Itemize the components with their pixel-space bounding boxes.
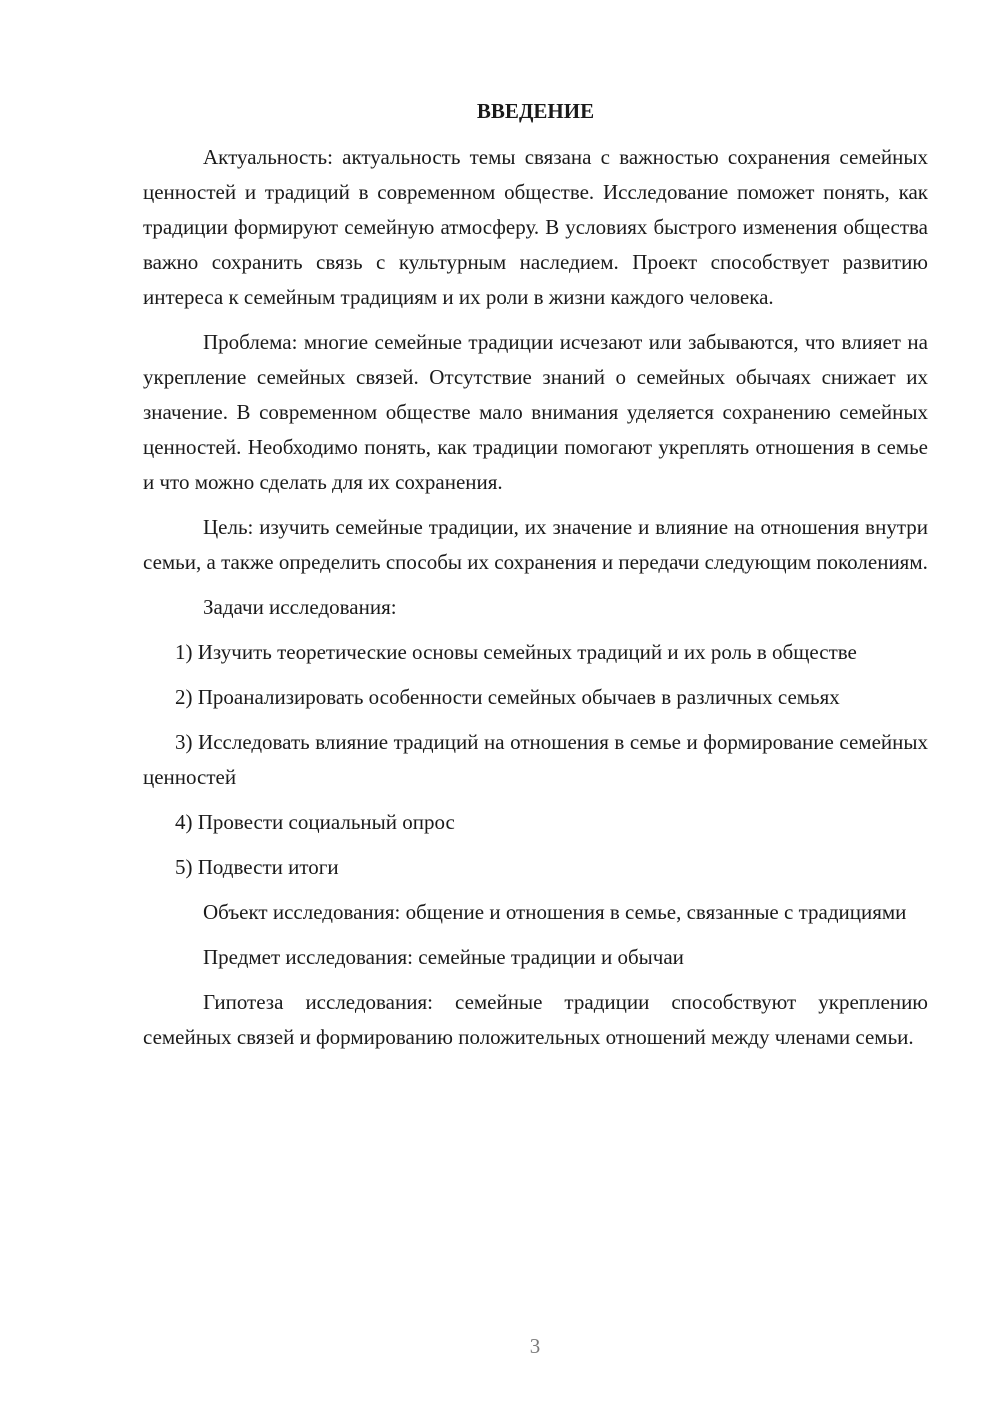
problem-paragraph: Проблема: многие семейные традиции исчезают или забываются, что влияет на укрепление семейных связей. Отсутствие знаний о семейных обычаях снижает их значение. В современном обществе мало внимания уделяется сохранению семейных ценностей. Необходимо понять, как традиции помогают укреплять отношения в семье и что можно сделать для их сохранения. xyxy=(143,330,928,494)
document-body xyxy=(143,96,928,1065)
page-title: ВВЕДЕНИЕ xyxy=(476,99,595,123)
relevance-paragraph: Актуальность: актуальность темы связана с важностью сохранения семейных ценностей и традиций в современном обществе. Исследование поможет понять, как традиции формируют семейную атмосферу. В условиях быстрого изменения общества важно сохранить связь с культурным наследием. Проект способствует развитию интереса к семейным традициям и их роли в жизни каждого человека. xyxy=(143,145,928,309)
task-item-5: 5) Подвести итоги xyxy=(175,855,339,879)
task-item-3: 3) Исследовать влияние традиций на отношения в семье и формирование семейных ценностей xyxy=(143,730,928,789)
task-item-1: 1) Изучить теоретические основы семейных традиций и их роль в обществе xyxy=(175,640,857,664)
tasks-heading: Задачи исследования: xyxy=(203,595,397,619)
hypothesis-paragraph: Гипотеза исследования: семейные традиции способствуют укреплению семейных связей и формированию положительных отношений между членами семьи. xyxy=(143,990,928,1049)
subject-paragraph: Предмет исследования: семейные традиции и обычаи xyxy=(203,945,684,969)
goal-paragraph: Цель: изучить семейные традиции, их значение и влияние на отношения внутри семьи, а также определить способы их сохранения и передачи следующим поколениям. xyxy=(143,515,928,574)
object-paragraph: Объект исследования: общение и отношения в семье, связанные с традициями xyxy=(203,900,907,924)
page-number: 3 xyxy=(529,1334,541,1358)
task-item-2: 2) Проанализировать особенности семейных обычаев в различных семьях xyxy=(175,685,840,709)
task-item-4: 4) Провести социальный опрос xyxy=(175,810,455,834)
